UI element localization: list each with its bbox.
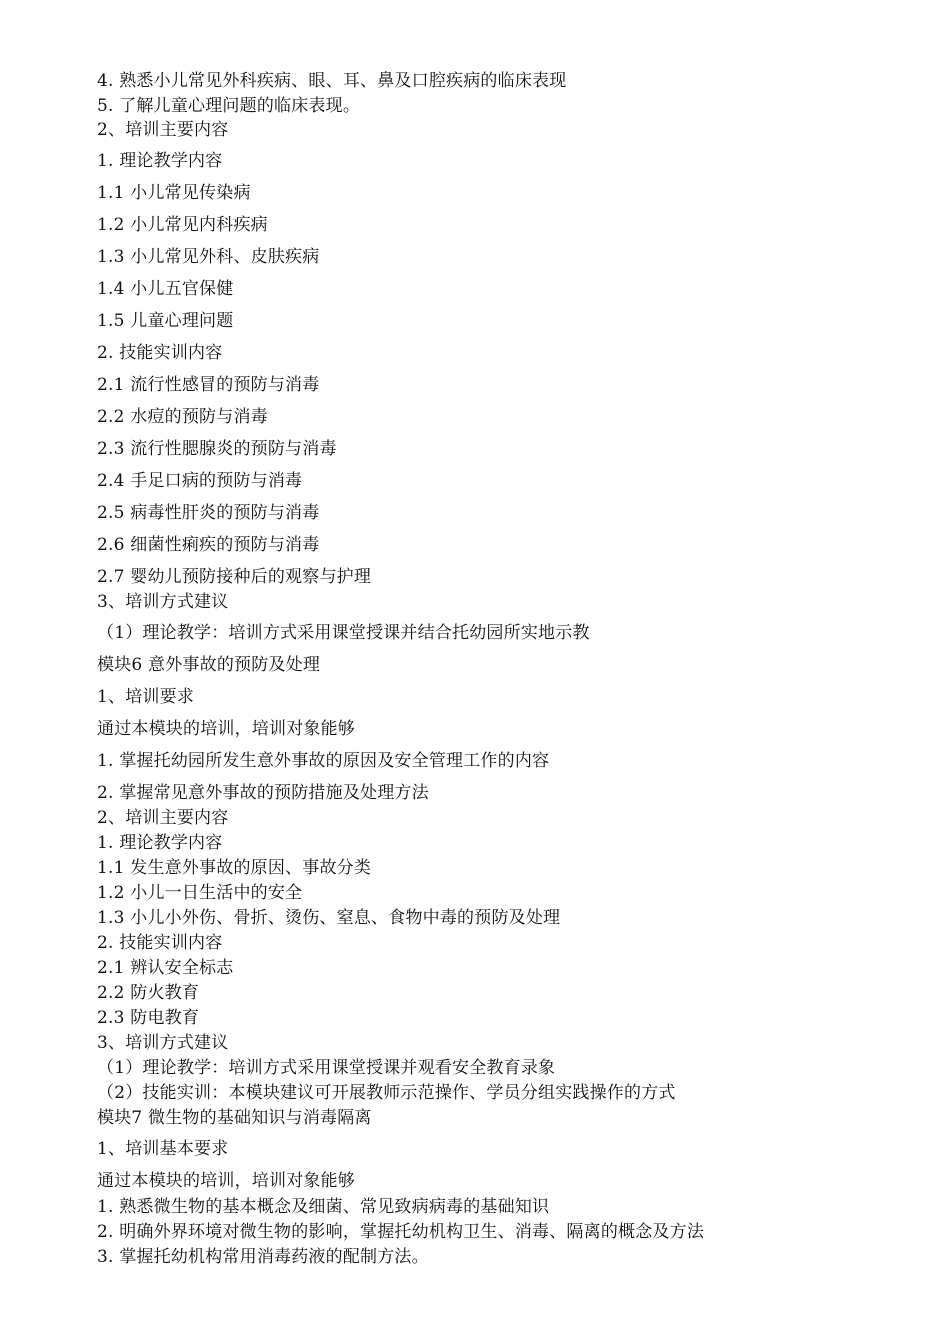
text-line: （1）理论教学：培训方式采用课堂授课并结合托幼园所实地示教 <box>97 623 590 643</box>
text-line: 3、培训方式建议 <box>97 592 229 612</box>
text-line: 2.2 防火教育 <box>97 983 200 1003</box>
text-line: 2.7 婴幼儿预防接种后的观察与护理 <box>97 567 372 587</box>
text-line: 2.3 防电教育 <box>97 1008 200 1028</box>
text-line: 1. 理论教学内容 <box>97 833 223 853</box>
text-line: 1.4 小儿五官保健 <box>97 279 234 299</box>
text-line: 2、培训主要内容 <box>97 120 229 140</box>
text-line: （1）理论教学：培训方式采用课堂授课并观看安全教育录象 <box>97 1058 556 1078</box>
text-line: 1. 掌握托幼园所发生意外事故的原因及安全管理工作的内容 <box>97 751 550 771</box>
text-line: 2. 掌握常见意外事故的预防措施及处理方法 <box>97 783 429 803</box>
text-line: 2.5 病毒性肝炎的预防与消毒 <box>97 503 320 523</box>
text-line: 1.3 小儿小外伤、骨折、烫伤、窒息、食物中毒的预防及处理 <box>97 908 561 928</box>
text-line: 2. 技能实训内容 <box>97 933 223 953</box>
text-line: 1、培训基本要求 <box>97 1139 229 1159</box>
section-heading: 模块7 微生物的基础知识与消毒隔离 <box>97 1108 372 1128</box>
section-heading: 模块6 意外事故的预防及处理 <box>97 655 321 675</box>
text-line: 通过本模块的培训，培训对象能够 <box>97 1171 355 1191</box>
text-line: 3. 掌握托幼机构常用消毒药液的配制方法。 <box>97 1247 429 1267</box>
text-line: 1. 理论教学内容 <box>97 151 223 171</box>
text-line: 1.5 儿童心理问题 <box>97 311 234 331</box>
text-line: 2. 明确外界环境对微生物的影响，掌握托幼机构卫生、消毒、隔离的概念及方法 <box>97 1222 705 1242</box>
text-line: 2. 技能实训内容 <box>97 343 223 363</box>
text-line: 5. 了解儿童心理问题的临床表现。 <box>97 96 361 116</box>
text-line: 1.2 小儿一日生活中的安全 <box>97 883 303 903</box>
text-line: 1. 熟悉微生物的基本概念及细菌、常见致病病毒的基础知识 <box>97 1197 550 1217</box>
text-line: 2.1 辨认安全标志 <box>97 958 234 978</box>
text-line: 2、培训主要内容 <box>97 808 229 828</box>
text-line: 1、培训要求 <box>97 687 195 707</box>
text-line: 1.1 发生意外事故的原因、事故分类 <box>97 858 372 878</box>
text-line: 2.1 流行性感冒的预防与消毒 <box>97 375 320 395</box>
text-line: 1.3 小儿常见外科、皮肤疾病 <box>97 247 320 267</box>
text-line: 2.2 水痘的预防与消毒 <box>97 407 268 427</box>
text-line: 1.1 小儿常见传染病 <box>97 183 251 203</box>
text-line: 4. 熟悉小儿常见外科疾病、眼、耳、鼻及口腔疾病的临床表现 <box>97 71 567 91</box>
text-line: （2）技能实训：本模块建议可开展教师示范操作、学员分组实践操作的方式 <box>97 1083 676 1103</box>
text-line: 2.6 细菌性痢疾的预防与消毒 <box>97 535 320 555</box>
text-line: 3、培训方式建议 <box>97 1033 229 1053</box>
text-line: 2.4 手足口病的预防与消毒 <box>97 471 303 491</box>
text-line: 通过本模块的培训，培训对象能够 <box>97 719 355 739</box>
text-line: 1.2 小儿常见内科疾病 <box>97 215 268 235</box>
text-line: 2.3 流行性腮腺炎的预防与消毒 <box>97 439 337 459</box>
